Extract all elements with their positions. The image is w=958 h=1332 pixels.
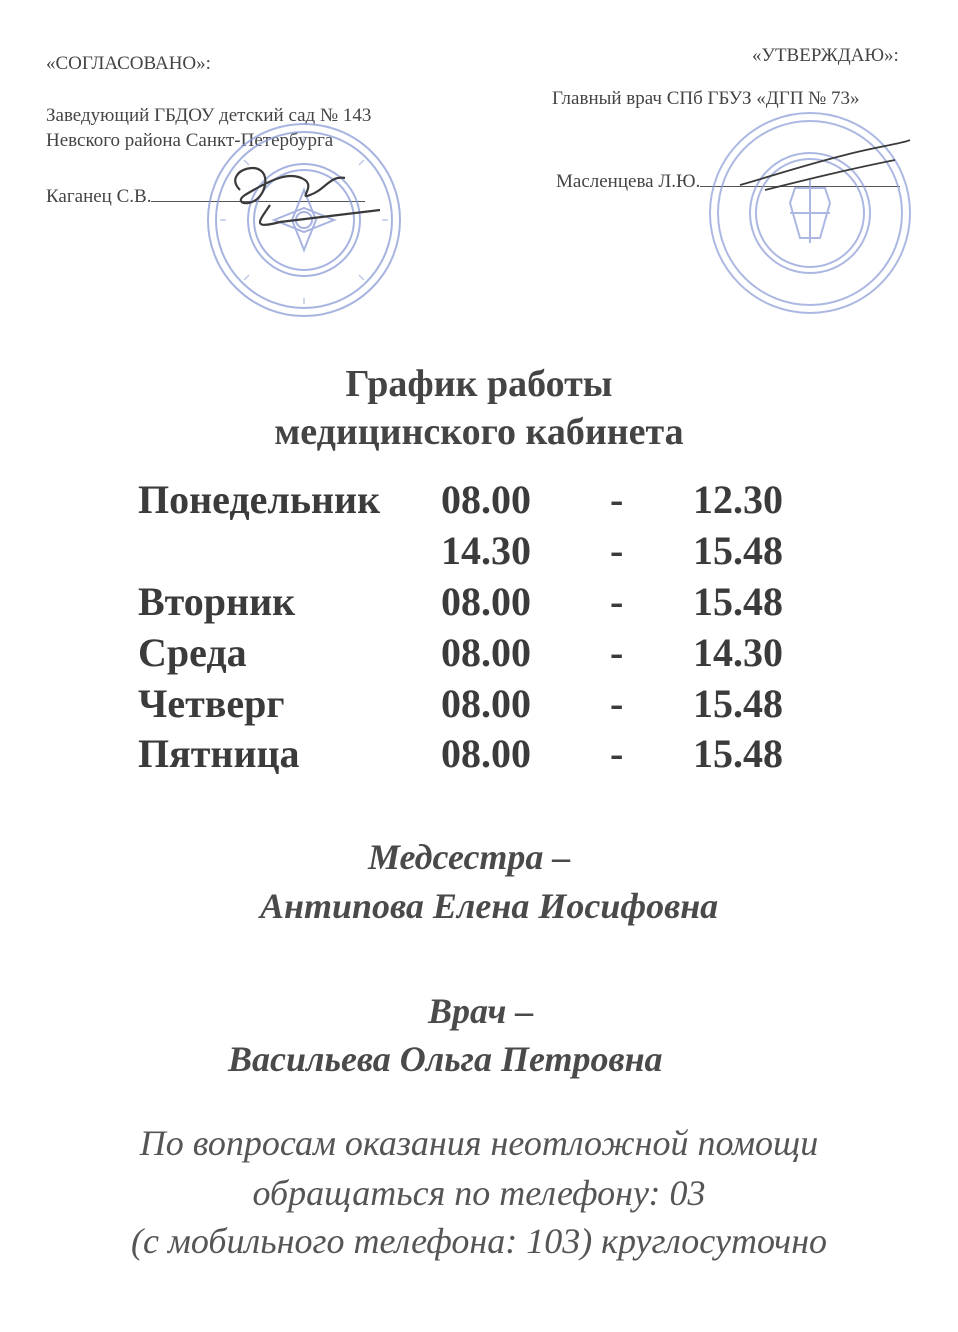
schedule-dash: - <box>610 528 624 573</box>
schedule-to: 15.48 <box>693 579 783 624</box>
schedule-to: 15.48 <box>693 731 783 776</box>
schedule-from: 08.00 <box>441 579 531 624</box>
schedule-dash: - <box>610 681 624 726</box>
approver-title-line2: Невского района Санкт-Петербурга <box>46 130 334 151</box>
schedule-from: 08.00 <box>441 630 531 675</box>
nurse-role: Медсестра – <box>368 837 571 877</box>
schedule-to: 15.48 <box>693 681 783 726</box>
schedule-from: 14.30 <box>441 528 531 573</box>
page-title-line1: График работы <box>345 363 613 405</box>
schedule-day: Пятница <box>138 731 300 776</box>
schedule-to: 12.30 <box>693 477 783 522</box>
schedule-dash: - <box>610 630 624 675</box>
schedule-dash: - <box>610 579 624 624</box>
schedule-from: 08.00 <box>441 681 531 726</box>
schedule-day: Среда <box>138 630 247 675</box>
chief-doctor-title: Главный врач СПб ГБУЗ «ДГП № 73» <box>552 88 860 109</box>
schedule-dash: - <box>610 477 624 522</box>
schedule-dash: - <box>610 731 624 776</box>
schedule-to: 14.30 <box>693 630 783 675</box>
emergency-note-line1: По вопросам оказания неотложной помощи <box>139 1123 819 1163</box>
approval-heading-right: «УТВЕРЖДАЮ»: <box>752 45 899 66</box>
approval-heading-left: «СОГЛАСОВАНО»: <box>46 53 211 74</box>
schedule-day: Вторник <box>138 579 296 624</box>
nurse-name: Антипова Елена Иосифовна <box>260 886 719 926</box>
schedule-day: Четверг <box>138 681 285 726</box>
emergency-note-line3: (с мобильного телефона: 103) круглосуточно <box>130 1221 828 1261</box>
schedule-day: Понедельник <box>138 477 381 522</box>
doctor-name: Васильева Ольга Петровна <box>228 1039 663 1079</box>
schedule-from: 08.00 <box>441 477 531 522</box>
emergency-note-line2: обращаться по телефону: 03 <box>252 1173 706 1213</box>
page-title-line2: медицинского кабинета <box>274 411 684 453</box>
schedule-to: 15.48 <box>693 528 783 573</box>
handwritten-signature-left <box>210 150 390 240</box>
approver-name: Каганец С.В. <box>46 186 152 207</box>
chief-doctor-name: Масленцева Л.Ю. <box>556 171 701 192</box>
doctor-role: Врач – <box>428 991 534 1031</box>
handwritten-signature-right <box>735 135 915 205</box>
schedule-from: 08.00 <box>441 731 531 776</box>
approver-title-line1: Заведующий ГБДОУ детский сад № 143 <box>46 105 372 126</box>
